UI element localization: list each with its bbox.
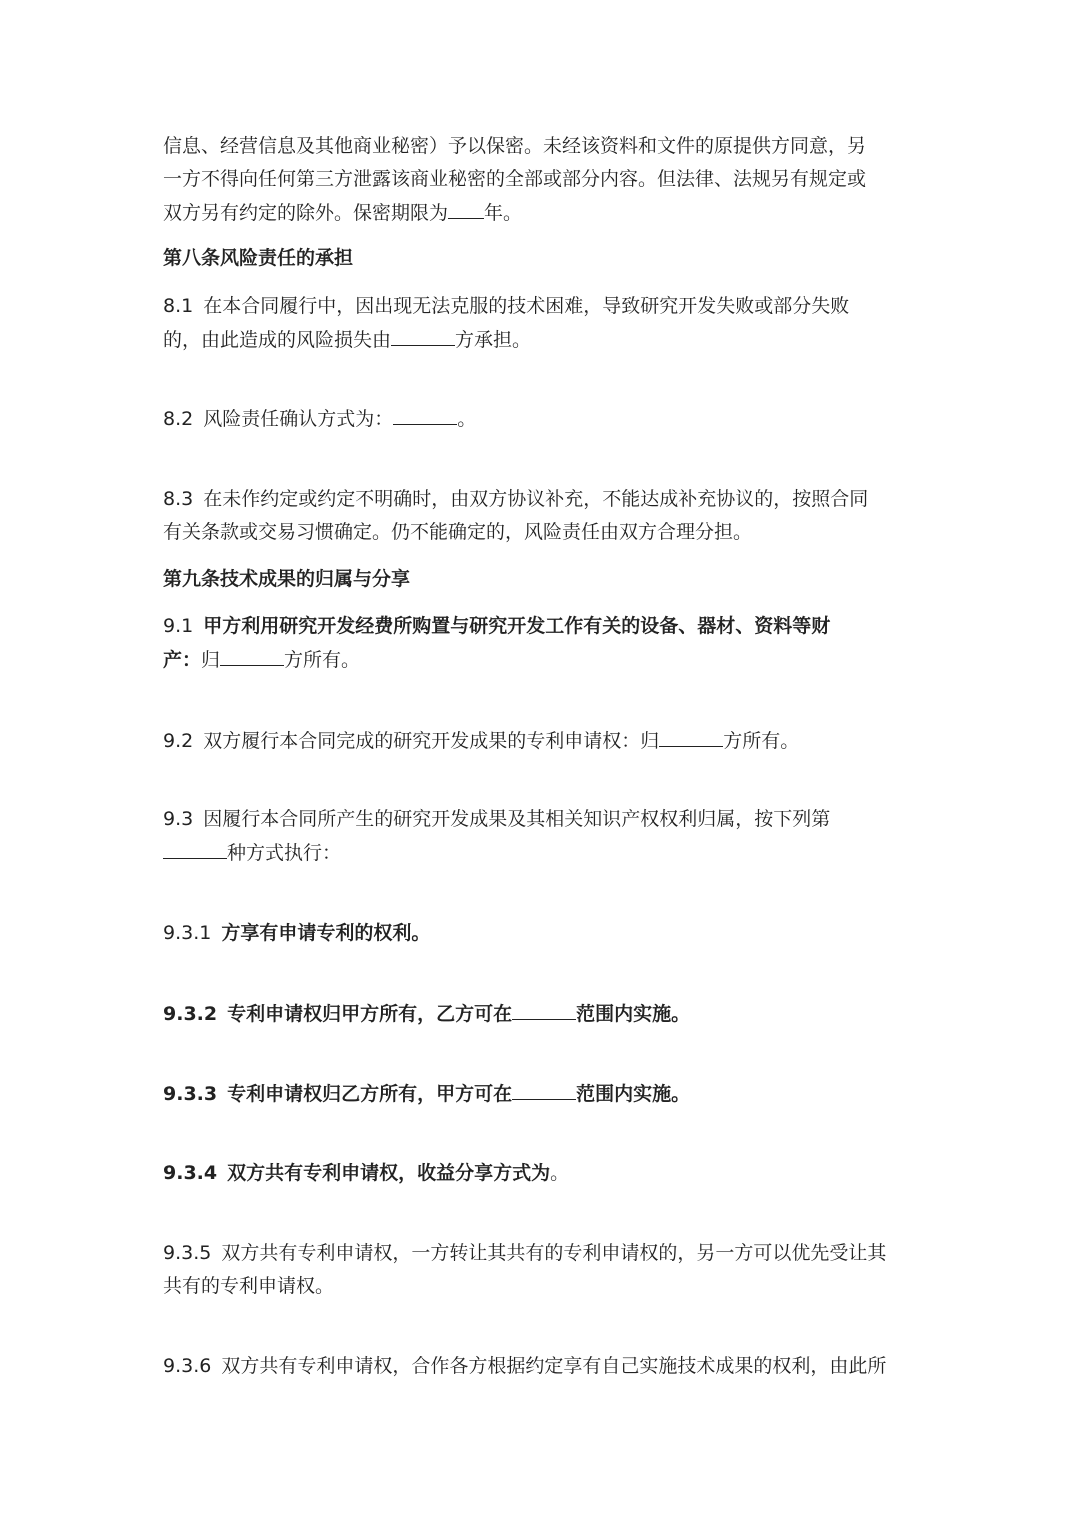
clause-9-3-1 (163, 917, 923, 950)
text-line: 因履行本合同所产生的研究开发成果及其相关知识产权权利归属，按下列第 (203, 808, 831, 830)
text-line: 双方履行本合同完成的研究开发成果的专利申请权：归 (203, 730, 660, 752)
blank-line (391, 323, 455, 346)
clause-number: 9.3.1 (163, 922, 212, 944)
clause-number: 8.3 (163, 488, 194, 510)
text-line: 一方不得向任何第三方泄露该商业秘密的全部或部分内容。但法律、法规另有规定或 (163, 168, 867, 190)
clause-8-1 (163, 290, 923, 357)
confidentiality-paragraph (163, 130, 923, 230)
clause-number: 8.2 (163, 408, 194, 430)
text-line: 在本合同履行中，因出现无法克服的技术困难，导致研究开发失败或部分失败 (203, 295, 850, 317)
text-line: 。 (550, 1162, 570, 1184)
clause-number: 9.3.5 (163, 1242, 212, 1264)
blank-line (512, 997, 576, 1020)
clause-number: 8.1 (163, 295, 194, 317)
text-line: 共有的专利申请权。 (163, 1275, 335, 1297)
clause-9-3-5 (163, 1237, 923, 1303)
text-line: 风险责任确认方式为： (203, 408, 394, 430)
text-line: 专利申请权归甲方所有，乙方可在 (227, 1003, 513, 1025)
text-line: 方所有。 (284, 649, 361, 671)
clause-9-3 (163, 803, 923, 870)
clause-9-3-3 (163, 1077, 923, 1111)
text-line: 有关条款或交易习惯确定。仍不能确定的，风险责任由双方合理分担。 (163, 521, 753, 543)
clause-8-2 (163, 402, 923, 436)
article-9-heading: 第九条技术成果的归属与分享 (163, 568, 411, 590)
text-line: 年。 (484, 202, 523, 224)
clause-number: 9.3.6 (163, 1355, 212, 1377)
article-8-heading: 第八条风险责任的承担 (163, 247, 354, 269)
text-line: 归 (201, 649, 221, 671)
clause-number: 9.3.3 (163, 1083, 218, 1105)
clause-number: 9.1 (163, 615, 194, 637)
text-line: 双方共有专利申请权，合作各方根据约定享有自己实施技术成果的权利，由此所 (221, 1355, 887, 1377)
blank-line (163, 836, 227, 859)
clause-9-3-6 (163, 1350, 923, 1383)
text-line: 在未作约定或约定不明确时，由双方协议补充，不能达成补充协议的，按照合同 (203, 488, 869, 510)
clause-8-3 (163, 483, 923, 549)
text-line: 专利申请权归乙方所有，甲方可在 (227, 1083, 513, 1105)
clause-number: 9.3.2 (163, 1003, 218, 1025)
text-line: 产： (163, 649, 202, 671)
blank-line (220, 643, 284, 666)
clause-9-1 (163, 610, 923, 677)
blank-line (393, 402, 457, 425)
text-line: 范围内实施。 (576, 1003, 691, 1025)
clause-9-3-4 (163, 1157, 923, 1190)
text-line: 方享有申请专利的权利。 (221, 922, 431, 944)
text-line: 方所有。 (723, 730, 800, 752)
text-line: 种方式执行： (227, 842, 342, 864)
text-line: 信息、经营信息及其他商业秘密）予以保密。未经该资料和文件的原提供方同意，另 (163, 135, 867, 157)
blank-line (512, 1077, 576, 1100)
clause-number: 9.3 (163, 808, 194, 830)
text-line: 。 (457, 408, 477, 430)
text-line: 双方共有专利申请权，一方转让其共有的专利申请权的，另一方可以优先受让其 (221, 1242, 887, 1264)
text-line: 双方另有约定的除外。保密期限为 (163, 202, 449, 224)
clause-9-2 (163, 724, 923, 758)
blank-line (659, 724, 723, 747)
clause-number: 9.3.4 (163, 1162, 218, 1184)
text-line: 范围内实施。 (576, 1083, 691, 1105)
blank-line (448, 196, 484, 219)
text-line: 方承担。 (455, 329, 532, 351)
clause-number: 9.2 (163, 730, 194, 752)
text-line: 甲方利用研究开发经费所购置与研究开发工作有关的设备、器材、资料等财 (203, 615, 831, 637)
text-line: 双方共有专利申请权，收益分享方式为 (227, 1162, 551, 1184)
clause-9-3-2 (163, 997, 923, 1031)
text-line: 的，由此造成的风险损失由 (163, 329, 392, 351)
